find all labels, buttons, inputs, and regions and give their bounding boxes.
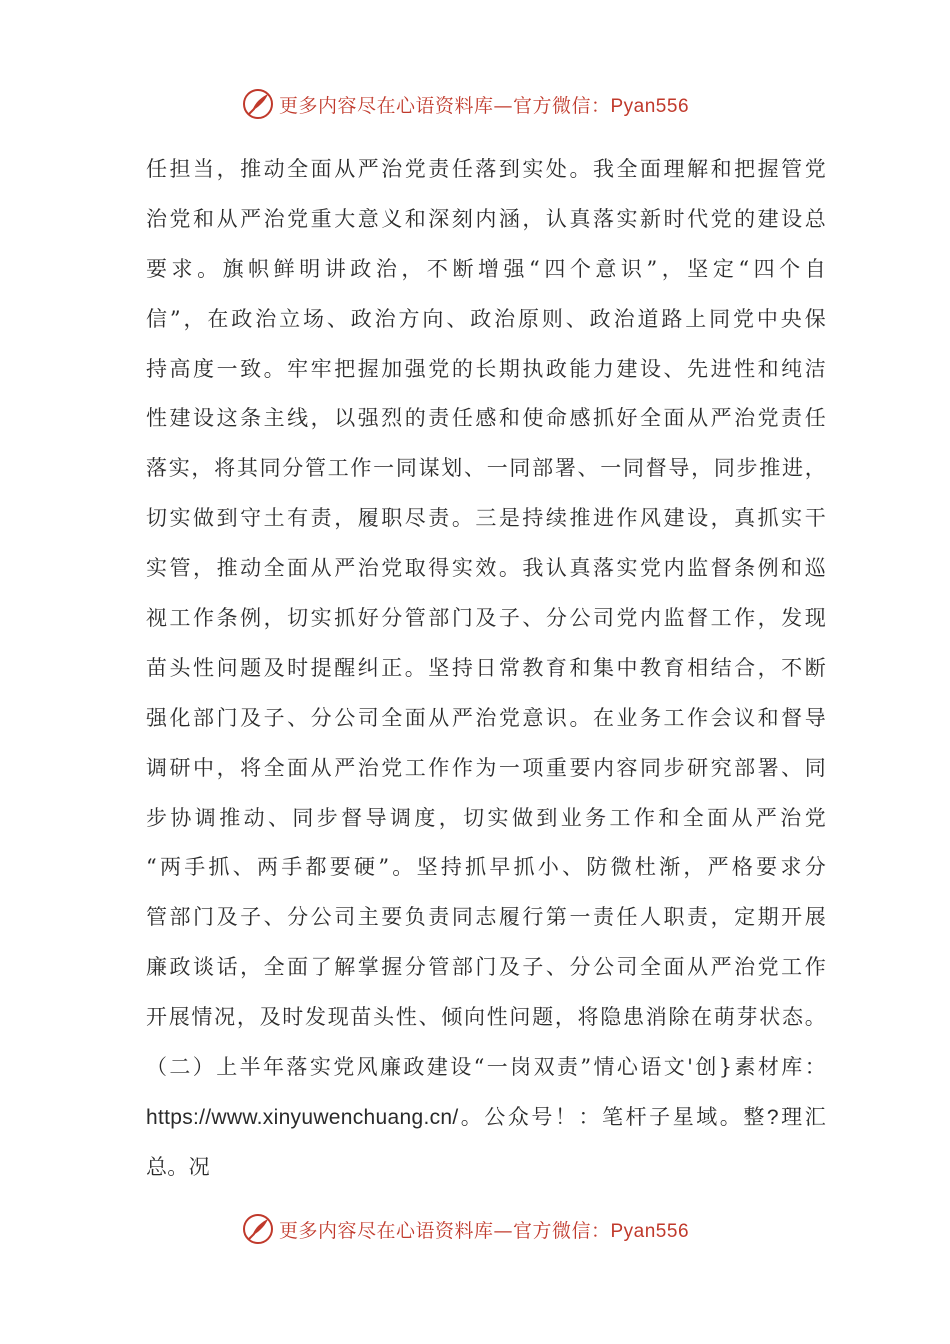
wechat-id: Pyan556 xyxy=(610,95,690,117)
body-line: 治党和从严治党重大意义和深刻内涵，认真落实新时代党的建设总 xyxy=(146,206,826,231)
footer-banner xyxy=(0,1209,950,1249)
body-line: 步协调推动、同步督导调度，切实做到业务工作和全面从严治党 xyxy=(146,805,826,830)
section-heading-line: （二）上半年落实党风廉政建设“一岗双责”情心语文'创}素材库： xyxy=(146,1055,826,1080)
body-line: 信”，在政治立场、政治方向、政治原则、政治道路上同党中央保 xyxy=(146,306,826,331)
wechat-id: Pyan556 xyxy=(610,1220,690,1242)
body-line: 切实做到守土有责，履职尽责。三是持续推进作风建设，真抓实干 xyxy=(146,506,826,531)
body-line: 调研中，将全面从严治党工作作为一项重要内容同步研究部署、同 xyxy=(146,755,826,780)
banner-text xyxy=(279,91,689,118)
body-line: 管部门及子、分公司主要负责同志履行第一责任人职责，定期开展 xyxy=(146,905,826,930)
body-line: 要求。旗帜鲜明讲政治，不断增强“四个意识”，坚定“四个自 xyxy=(146,256,826,281)
body-line: 强化部门及子、分公司全面从严治党意识。在业务工作会议和督导 xyxy=(146,705,826,730)
body-line: “两手抓、两手都要硬”。坚持抓早抓小、防微杜渐，严格要求分 xyxy=(146,855,826,880)
body-line-last: 总。况 xyxy=(146,1154,210,1179)
quill-logo-icon xyxy=(241,1212,275,1246)
body-line: 实管，推动全面从严治党取得实效。我认真落实党内监督条例和巡 xyxy=(146,556,826,581)
banner-label: 更多内容尽在心语资料库—官方微信： xyxy=(278,94,611,117)
body-line: 持高度一致。牢牢把握加强党的长期执政能力建设、先进性和纯洁 xyxy=(146,356,826,381)
quill-logo-icon xyxy=(241,87,275,121)
document-body xyxy=(146,145,826,1193)
body-line: 廉政谈话，全面了解掌握分管部门及子、分公司全面从严治党工作 xyxy=(146,955,826,980)
url-line: https://www.xinyuwenchuang.cn/。公众号！：笔杆子星域。整?理汇 xyxy=(146,1105,826,1129)
banner-label: 更多内容尽在心语资料库—官方微信： xyxy=(278,1219,611,1242)
banner-text xyxy=(279,1216,689,1243)
header-banner xyxy=(0,84,950,124)
body-line: 任担当，推动全面从严治党责任落到实处。我全面理解和把握管党 xyxy=(146,157,826,181)
body-line: 视工作条例，切实抓好分管部门及子、分公司党内监督工作，发现 xyxy=(146,606,826,631)
body-line: 苗头性问题及时提醒纠正。坚持日常教育和集中教育相结合，不断 xyxy=(146,655,826,680)
body-line: 性建设这条主线，以强烈的责任感和使命感抓好全面从严治党责任 xyxy=(146,406,826,431)
body-line: 落实，将其同分管工作一同谋划、一同部署、一同督导，同步推进， xyxy=(146,456,826,481)
body-line: 开展情况，及时发现苗头性、倾向性问题，将隐患消除在萌芽状态。 xyxy=(146,1005,826,1030)
